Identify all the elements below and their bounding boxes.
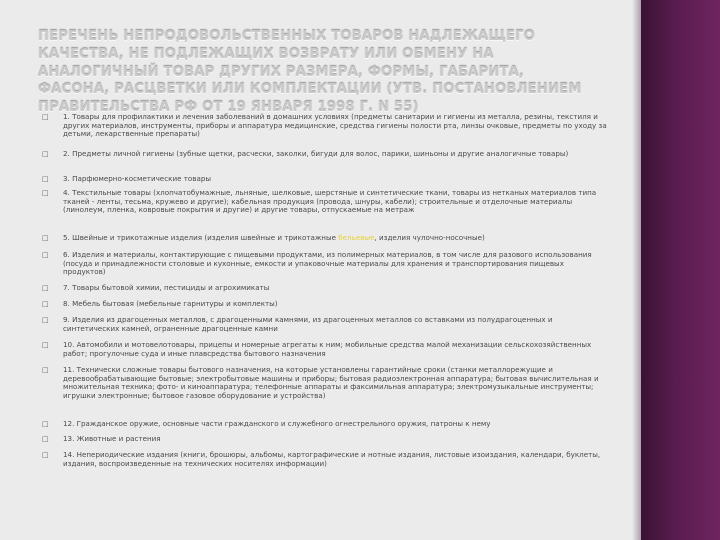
list-item: [40, 420, 608, 429]
decorative-sidebar: [641, 0, 720, 540]
list-item-text-start: 5. Швейные и трикотажные изделия (изделия швейные и трикотажные: [63, 233, 339, 242]
square-bullet-icon: □: [42, 435, 49, 443]
list-item-text: 8. Мебель бытовая (мебельные гарнитуры и комплекты): [63, 299, 278, 308]
list-item: [40, 341, 608, 358]
sidebar-shadow: [632, 0, 641, 540]
slide-title: ПЕРЕЧЕНЬ НЕПРОДОВОЛЬСТВЕННЫХ ТОВАРОВ НАДЛЕЖАЩЕГО КАЧЕСТВА, НЕ ПОДЛЕЖАЩИХ ВОЗВРАТУ ИЛИ ОБМЕНУ НА АНАЛОГИЧНЫЙ ТОВАР ДРУГИХ РАЗМЕРА, ФОРМЫ, ГАБАРИТА, ФАСОНА, РАСЦВЕТКИ ИЛИ КОМПЛЕКТАЦИИ (УТВ. ПОСТАНОВЛЕНИЕМ ПРАВИТЕЛЬСТВА РФ ОТ 19 ЯНВАРЯ 1998 Г. N 55): [38, 29, 582, 116]
list-item-text: 3. Парфюмерно-косметические товары: [63, 174, 212, 183]
list-item-text: 2. Предметы личной гигиены (зубные щетки, расчески, заколки, бигуди для волос, парики, шиньоны и другие аналогичные товары): [63, 149, 569, 158]
square-bullet-icon: □: [42, 451, 49, 459]
list-item: [40, 435, 608, 444]
list-item: [40, 284, 608, 293]
list-item: [40, 316, 608, 333]
list-item-text: 13. Животные и растения: [63, 434, 161, 443]
list-item-text: 10. Автомобили и мотовелотовары, прицепы и номерные агрегаты к ним; мобильные средства малой механизации сельскохозяйственных работ; прогулочные суда и иные плавсредства бытового назначения: [63, 340, 592, 358]
list-item-text: 11. Технически сложные товары бытового назначения, на которые установлены гарантийные сроки (станки металлорежущие и деревообрабатывающие бытовые; электробытовые машины и приборы; бытовая радиоэлектронная аппаратура; бытовая вычислительная и множительная техника; фото- и киноаппаратура; телефонные аппараты и факсимильная аппаратура; электромузыкальные инструменты; игрушки электронные; бытовое газовое оборудование и устройства): [63, 365, 599, 400]
square-bullet-icon: □: [42, 284, 49, 292]
square-bullet-icon: □: [42, 366, 49, 374]
list-item-text: 7. Товары бытовой химии, пестициды и агрохимикаты: [63, 283, 270, 292]
square-bullet-icon: □: [42, 234, 49, 242]
list-item-text: 6. Изделия и материалы, контактирующие с пищевыми продуктами, из полимерных материалов, в том числе для разового использования (посуда и принадлежности столовые и кухонные, емкости и упаковочные материалы для хранения и транспортирования пищевых продуктов): [63, 250, 592, 277]
list-item: [40, 234, 608, 243]
square-bullet-icon: □: [42, 420, 49, 428]
list-item: [40, 175, 608, 184]
list-item: [40, 189, 608, 215]
highlighted-word: бельевые: [338, 233, 375, 242]
list-item: [40, 366, 608, 400]
list-item-text-end: , изделия чулочно-носочные): [374, 233, 485, 242]
square-bullet-icon: □: [42, 189, 49, 197]
square-bullet-icon: □: [42, 316, 49, 324]
square-bullet-icon: □: [42, 175, 49, 183]
list-item-text: 1. Товары для профилактики и лечения заболеваний в домашних условиях (предметы санитарии и гигиены из металла, резины, текстиля и других материалов, инструменты, приборы и аппаратура медицинские, средства гигиены полости рта, линзы очковые, предметы по уходу за детьми, лекарственные препараты): [63, 112, 607, 139]
list-item: [40, 113, 608, 139]
list-item: [40, 150, 608, 159]
list-item-text: 4. Текстильные товары (хлопчатобумажные, льняные, шелковые, шерстяные и синтетические ткани, товары из нетканых материалов типа тканей - ленты, тесьма, кружево и другие); кабельная продукция (провода, шнуры, кабели); строительные и отделочные материалы (линолеум, пленка, ковровые покрытия и другие) и другие товары, отпускаемые на метраж: [63, 188, 597, 215]
list-item: [40, 451, 608, 468]
list-item-text: 9. Изделия из драгоценных металлов, с драгоценными камнями, из драгоценных металлов со вставками из полудрагоценных и синтетических камней, ограненные драгоценные камни: [63, 315, 553, 333]
square-bullet-icon: □: [42, 341, 49, 349]
list-item-text: 14. Непериодические издания (книги, брошюры, альбомы, картографические и нотные издания, листовые изоиздания, календари, буклеты, издания, воспроизведенные на технических носителях информации): [63, 450, 601, 468]
list-item: [40, 300, 608, 309]
square-bullet-icon: □: [42, 251, 49, 259]
list-item-text: 12. Гражданское оружие, основные части гражданского и служебного огнестрельного оружия, патроны к нему: [63, 419, 491, 428]
list-item: [40, 251, 608, 277]
square-bullet-icon: □: [42, 300, 49, 308]
square-bullet-icon: □: [42, 150, 49, 158]
square-bullet-icon: □: [42, 113, 49, 121]
